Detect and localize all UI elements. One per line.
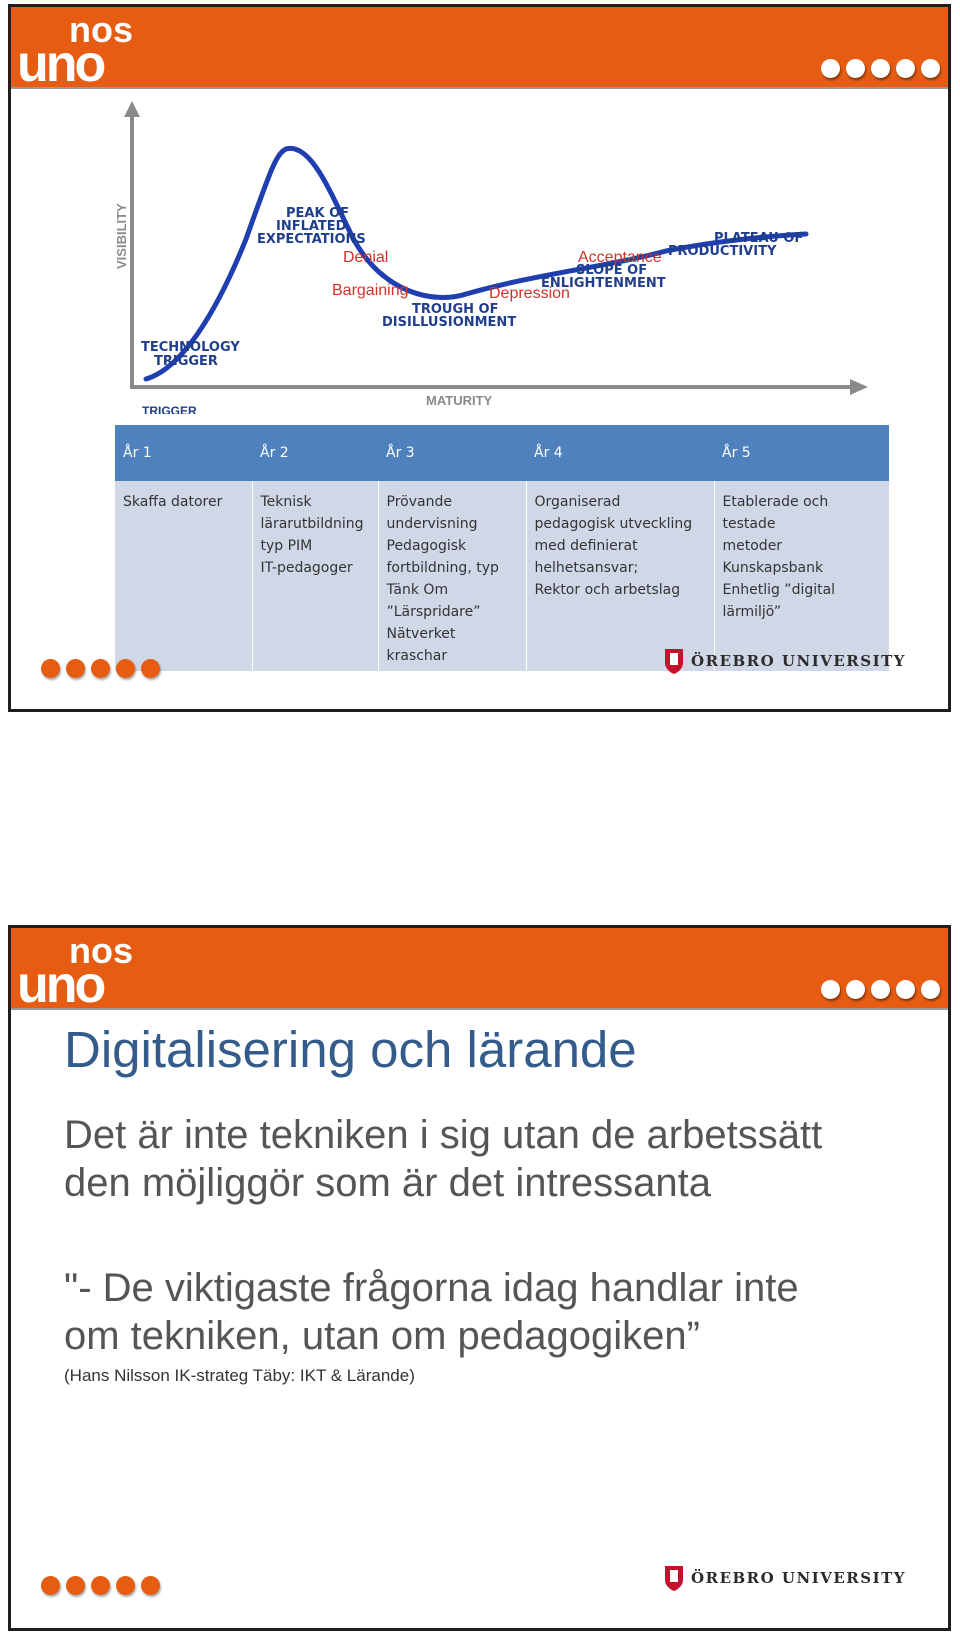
- phase-trough-2: DISILLUSIONMENT: [382, 315, 517, 330]
- slide-header: [11, 928, 948, 1008]
- university-crest-icon: [663, 1564, 685, 1592]
- phases-table: [115, 425, 889, 671]
- emotion-depression: Depression: [489, 285, 570, 302]
- footer-dots-decoration: [41, 1576, 160, 1595]
- header-year-1: År 1: [115, 425, 252, 481]
- emotion-denial: Denial: [343, 249, 389, 266]
- svg-text:nos: nos: [69, 932, 134, 971]
- quote-line-1: "- De viktigaste frågorna idag handlar inte: [64, 1266, 799, 1310]
- emotion-bargaining: Bargaining: [332, 282, 409, 299]
- axis-maturity-label: MATURITY: [426, 393, 493, 408]
- unos-uno-logo: [17, 932, 157, 1006]
- table-row: [115, 481, 889, 671]
- cell-year-1: Skaffa datorer: [115, 481, 252, 671]
- emotion-acceptance: Acceptance: [578, 249, 662, 266]
- trigger-cut-label: TRIGGER: [142, 404, 197, 414]
- phase-plateau-2: PRODUCTIVITY: [668, 244, 777, 259]
- axis-visibility-label: VISIBILITY: [114, 203, 129, 269]
- university-name: ÖREBRO UNIVERSITY: [691, 1569, 906, 1587]
- header-dots-decoration: [821, 980, 940, 999]
- cell-year-2: Teknisk lärarutbildning typ PIM IT-pedagoger: [252, 481, 378, 671]
- quote-source: (Hans Nilsson IK-strateg Täby: IKT & Lärande): [64, 1366, 415, 1385]
- slide-header: [11, 7, 948, 87]
- hype-curve: [146, 148, 806, 379]
- svg-text:uno: uno: [17, 35, 104, 85]
- university-name: ÖREBRO UNIVERSITY: [691, 652, 906, 670]
- header-year-3: År 3: [378, 425, 526, 481]
- quote-line-2: om tekniken, utan om pedagogiken”: [64, 1314, 700, 1358]
- phase-peak-1: PEAK OF: [286, 206, 350, 221]
- body-line-2: den möjliggör som är det intressanta: [64, 1161, 711, 1205]
- unos-uno-logo: [17, 11, 157, 85]
- hype-cycle-diagram: [106, 99, 876, 414]
- header-divider: [11, 87, 948, 89]
- header-year-2: År 2: [252, 425, 378, 481]
- header-dots-decoration: [821, 59, 940, 78]
- phase-tech-trigger-1: TECHNOLOGY: [141, 340, 240, 355]
- svg-text:uno: uno: [17, 956, 104, 1006]
- y-axis-arrow: [124, 101, 140, 117]
- footer-dots-decoration: [41, 659, 160, 678]
- phase-slope-1: SLOPE OF: [576, 263, 648, 278]
- university-logo: [663, 1564, 906, 1592]
- university-crest-icon: [663, 647, 685, 675]
- header-divider: [11, 1008, 948, 1010]
- phase-tech-trigger-2: TRIGGER: [154, 354, 218, 369]
- svg-text:nos: nos: [69, 11, 134, 50]
- slide-digitalisering: [8, 925, 951, 1631]
- slide-hype-cycle: [8, 4, 951, 712]
- table-header-row: [115, 425, 889, 481]
- header-year-5: År 5: [714, 425, 889, 481]
- cell-year-3: Prövande undervisning Pedagogisk fortbildning, typ Tänk Om ”Lärspridare” Nätverket kraschar: [378, 481, 526, 671]
- slide-title: Digitalisering och lärande: [64, 1021, 637, 1078]
- phase-peak-3: EXPECTATIONS: [257, 232, 366, 247]
- body-line-1: Det är inte tekniken i sig utan de arbetssätt: [64, 1113, 823, 1157]
- phase-slope-2: ENLIGHTENMENT: [541, 276, 666, 291]
- phase-plateau-1: PLATEAU OF: [714, 231, 804, 246]
- cell-year-4: Organiserad pedagogisk utveckling med definierat helhetsansvar; Rektor och arbetslag: [526, 481, 714, 671]
- university-logo: [663, 647, 906, 675]
- x-axis-arrow: [850, 379, 868, 395]
- cell-year-5: Etablerade och testade metoder Kunskapsbank Enhetlig ”digital lärmiljö”: [714, 481, 889, 671]
- phase-trough-1: TROUGH OF: [412, 302, 499, 317]
- header-year-4: År 4: [526, 425, 714, 481]
- phase-peak-2: INFLATED: [276, 219, 347, 234]
